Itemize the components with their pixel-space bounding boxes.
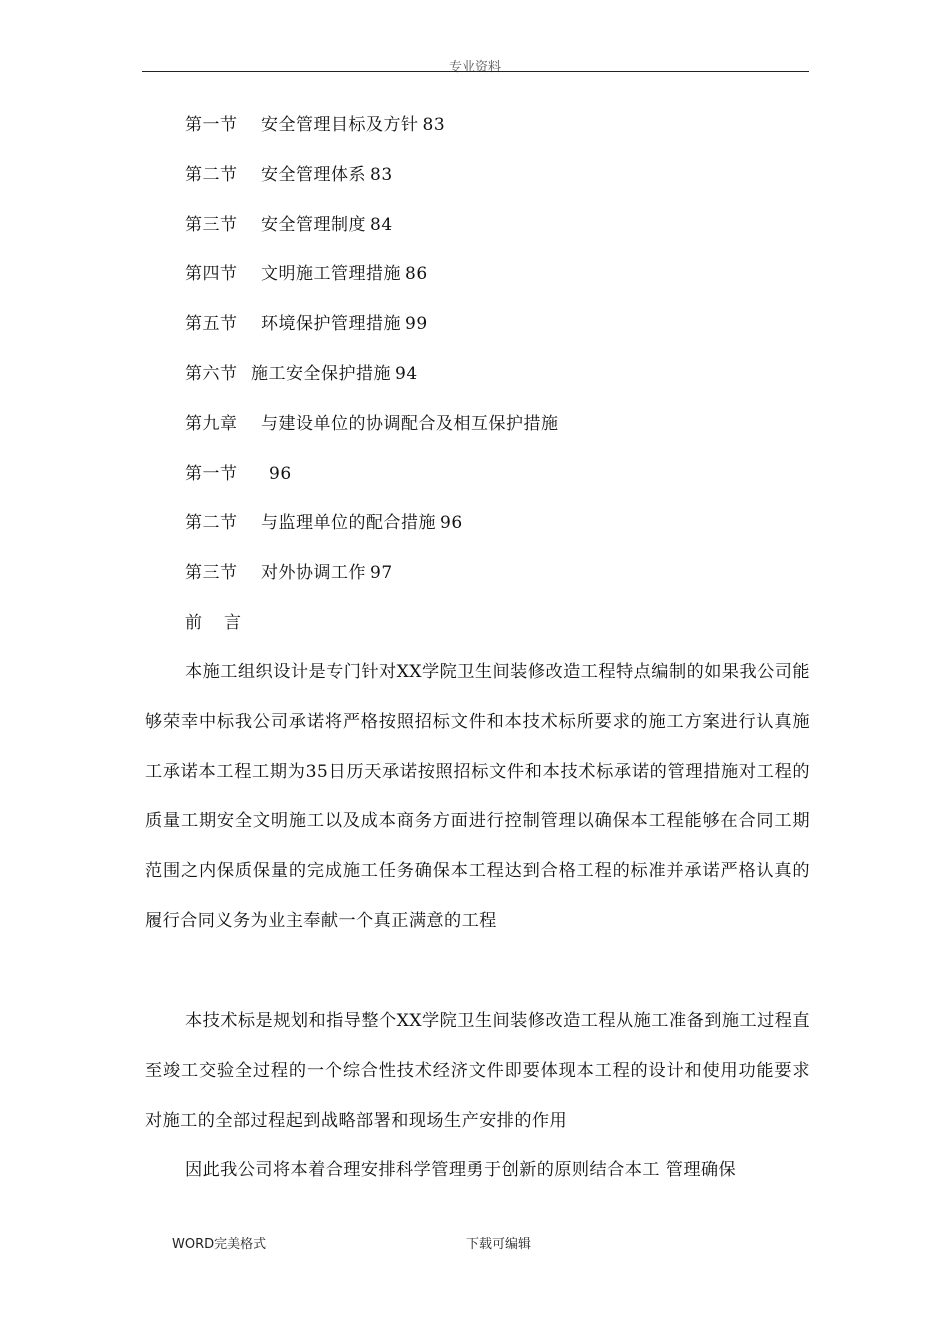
- toc-page: 99: [405, 314, 428, 335]
- toc-title: 安全管理目标及方针: [261, 115, 419, 135]
- toc-entry: [185, 160, 563, 210]
- toc-section: 第三节: [185, 563, 238, 584]
- header-divider: [142, 71, 809, 72]
- toc-page: 84: [370, 214, 393, 235]
- toc-section: 第一节: [185, 115, 238, 135]
- toc-title: 对外协调工作: [261, 563, 366, 584]
- footer-left-text: WORD完美格式: [172, 1237, 267, 1252]
- toc-title: 安全管理体系: [261, 164, 366, 185]
- toc-entry: [185, 508, 563, 558]
- page-header: 专业资料: [448, 60, 501, 75]
- preface-heading: 前言: [185, 613, 263, 633]
- toc-title: 与建设单位的协调配合及相互保护措施: [261, 413, 559, 434]
- preface-paragraph: 本施工组织设计是专门针对XX学院卫生间装修改造工程特点编制的如果我公司能够荣幸中标我公司承诺将严格按照招标文件和本技术标所要求的施工方案进行认真施工承诺本工程工期为35日历天承诺按照招标文件和本技术标承诺的管理措施对工程的质量工期安全文明施工以及成本商务方面进行控制管理以确保本工程能够在合同工期范围之内保质保量的完成施工任务确保本工程达到合格工程的标准并承诺严格认真的履行合同义务为业主奉献一个真正满意的工程: [145, 662, 810, 931]
- toc-section: 第四节: [185, 264, 238, 285]
- toc-entry: [185, 459, 563, 509]
- toc-page: 96: [440, 513, 463, 534]
- toc-section: 第二节: [185, 164, 238, 185]
- table-of-contents: [185, 110, 563, 608]
- toc-page: 83: [370, 164, 393, 185]
- toc-entry: [185, 110, 563, 160]
- toc-section: 第一节: [185, 463, 238, 484]
- toc-entry: [185, 210, 563, 260]
- toc-page: 86: [405, 264, 428, 285]
- toc-section: 第二节: [185, 513, 238, 534]
- toc-title: 安全管理制度: [261, 214, 366, 235]
- toc-title: 与监理单位的配合措施: [261, 513, 436, 534]
- toc-title: 文明施工管理措施: [261, 264, 401, 285]
- footer-center-text: 下载可编辑: [466, 1237, 532, 1252]
- preface-paragraph: 本技术标是规划和指导整个XX学院卫生间装修改造工程从施工准备到施工过程直至竣工交验全过程的一个综合性技术经济文件即要体现本工程的设计和使用功能要求对施工的全部过程起到战略部署和现场生产安排的作用: [145, 1011, 810, 1131]
- toc-entry: [185, 409, 563, 459]
- toc-entry: [185, 558, 563, 608]
- preface-paragraph: 因此我公司将本着合理安排科学管理勇于创新的原则结合本工 管理确保: [185, 1160, 737, 1180]
- toc-page: 96: [269, 463, 292, 484]
- toc-entry: [185, 359, 563, 409]
- toc-title: 施工安全保护措施: [251, 363, 391, 384]
- toc-entry: [185, 309, 563, 359]
- toc-page: 97: [370, 563, 393, 584]
- toc-section: 第六节: [185, 363, 238, 384]
- toc-page: 83: [422, 115, 446, 135]
- toc-section: 第三节: [185, 214, 238, 235]
- toc-page: 94: [395, 363, 418, 384]
- toc-section: 第五节: [185, 314, 238, 335]
- toc-title: 环境保护管理措施: [261, 314, 401, 335]
- toc-entry: [185, 259, 563, 309]
- toc-section: 第九章: [185, 413, 238, 434]
